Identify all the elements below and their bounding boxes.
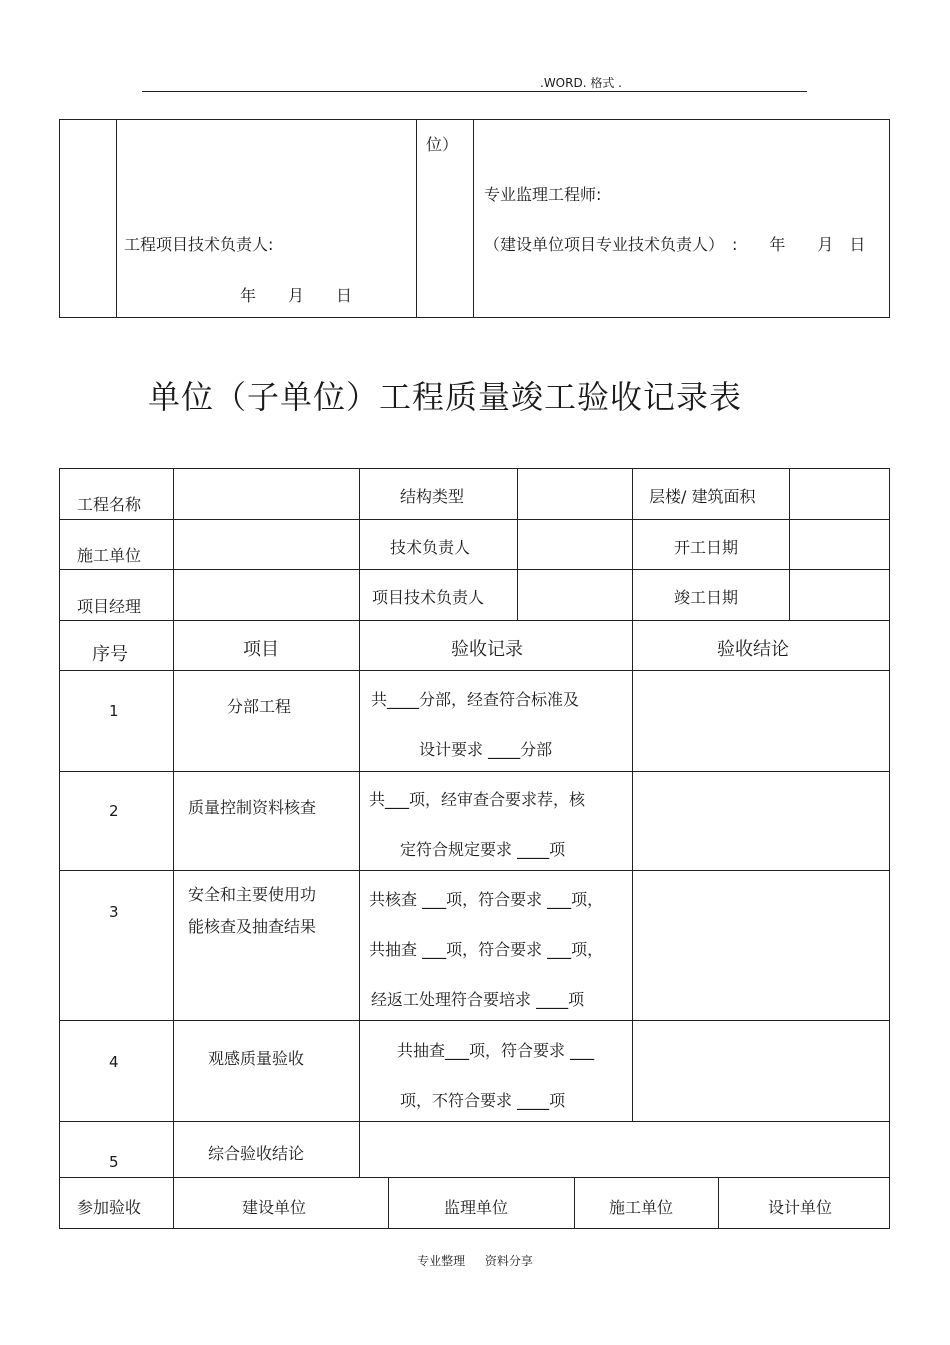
header-rule xyxy=(142,91,807,92)
wei-label: 位） xyxy=(426,135,459,154)
table-vline-left xyxy=(59,468,60,1229)
tech-leader-cell-label: 技术负责人 xyxy=(390,538,471,557)
col-header-conclusion: 验收结论 xyxy=(717,639,789,660)
row-record-line: 设计要求 ____分部 xyxy=(419,740,553,759)
table-vline xyxy=(718,1177,719,1229)
project-name-label: 工程名称 xyxy=(77,495,142,514)
completion-date-label: 竣工日期 xyxy=(674,588,739,607)
table-hline xyxy=(59,468,890,469)
participant-unit: 施工单位 xyxy=(609,1198,674,1217)
table-vline xyxy=(632,468,633,1121)
tech-leader-label: 工程项目技术负责人: xyxy=(124,235,274,254)
start-date-label: 开工日期 xyxy=(674,538,739,557)
project-tech-leader-label: 项目技术负责人 xyxy=(372,588,485,607)
supervisor-label: 专业监理工程师: xyxy=(484,185,602,204)
floor-area-label: 层楼/ 建筑面积 xyxy=(649,487,756,506)
construction-unit-label: 施工单位 xyxy=(77,546,142,565)
table-hline xyxy=(59,771,890,772)
table-hline xyxy=(59,1020,890,1021)
row-record-line: 项，不符合要求 ____项 xyxy=(400,1091,566,1110)
row-record-line: 共核查 ___项，符合要求 ___项， xyxy=(369,890,604,909)
top-table-border-right xyxy=(889,119,890,318)
table-vline xyxy=(574,1177,575,1229)
row-number: 4 xyxy=(109,1053,119,1071)
col-header-record: 验收记录 xyxy=(451,639,523,660)
table-hline xyxy=(59,870,890,871)
table-hline xyxy=(59,620,890,621)
row-record-line: 共___项，经审查合要求荐，核 xyxy=(369,790,586,809)
footer xyxy=(0,1252,950,1269)
row-record-line: 共抽查 ___项，符合要求 ___项， xyxy=(369,940,604,959)
table-vline xyxy=(789,468,790,620)
top-table-divider-3 xyxy=(473,119,474,318)
table-vline xyxy=(517,468,518,620)
top-table-divider-1 xyxy=(116,119,117,318)
row-item: 观感质量验收 xyxy=(208,1049,305,1068)
top-table-border-left xyxy=(59,119,60,318)
table-hline xyxy=(59,1177,890,1178)
row-item: 分部工程 xyxy=(227,697,292,716)
row-number: 3 xyxy=(109,903,119,921)
top-table-divider-2 xyxy=(416,119,417,318)
participant-unit: 监理单位 xyxy=(444,1198,509,1217)
row-item: 质量控制资料核查 xyxy=(188,798,317,817)
table-vline xyxy=(359,468,360,1177)
row-item: 安全和主要使用功 xyxy=(188,885,317,904)
participant-unit: 设计单位 xyxy=(768,1198,833,1217)
table-vline xyxy=(388,1177,389,1229)
row-record-line: 经返工处理符合要培求 ____项 xyxy=(371,990,585,1009)
top-table-border-top xyxy=(59,119,890,120)
table-hline xyxy=(59,519,890,520)
top-table-border-bottom xyxy=(59,317,890,318)
footer-left-text: 专业整理 xyxy=(417,1254,466,1268)
row-number: 1 xyxy=(109,702,119,720)
project-manager-label: 项目经理 xyxy=(77,597,142,616)
construction-unit-leader-label: （建设单位项目专业技术负责人） : 年 月 日 xyxy=(484,235,866,254)
row-item: 综合验收结论 xyxy=(208,1144,305,1163)
participant-unit: 建设单位 xyxy=(242,1198,307,1217)
row-item: 能核查及抽查结果 xyxy=(188,917,317,936)
table-hline xyxy=(59,1228,890,1229)
table-vline-right xyxy=(889,468,890,1229)
row-number: 5 xyxy=(109,1153,119,1171)
table-hline xyxy=(59,670,890,671)
row-record-line: 共抽查___项，符合要求 ___ xyxy=(397,1041,595,1060)
row-number: 2 xyxy=(109,802,119,820)
row-record-line: 定符合规定要求 ____项 xyxy=(400,840,566,859)
table-hline xyxy=(59,569,890,570)
page-title: 单位（子单位）工程质量竣工验收记录表 xyxy=(147,378,742,416)
table-hline xyxy=(59,1121,890,1122)
col-header-no: 序号 xyxy=(92,644,128,665)
footer-right-text: 资料分享 xyxy=(484,1254,533,1268)
date-label-1: 年 月 日 xyxy=(240,286,353,305)
table-vline xyxy=(173,468,174,1229)
participants-label: 参加验收 xyxy=(77,1198,142,1217)
row-record-line: 共____分部，经查符合标准及 xyxy=(371,690,580,709)
header-text: .WORD. 格式 . xyxy=(540,76,622,90)
col-header-item: 项目 xyxy=(243,639,279,660)
structure-type-label: 结构类型 xyxy=(400,487,465,506)
